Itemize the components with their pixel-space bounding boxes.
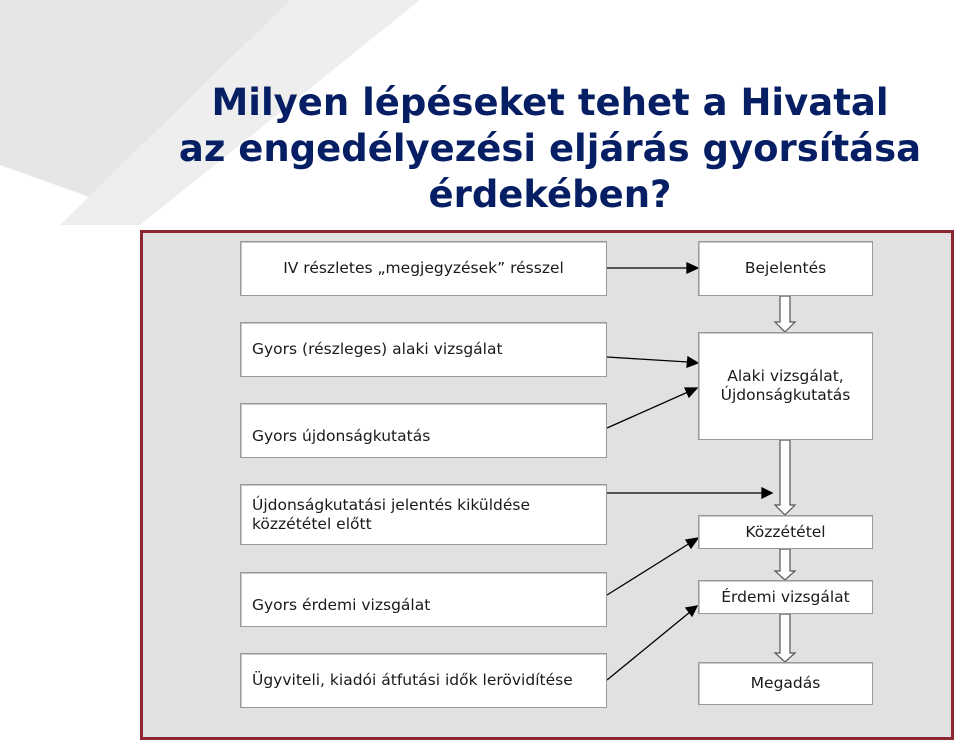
step-fast-formal-check-label: Gyors (részleges) alaki vizsgálat [252, 340, 503, 358]
step-fast-formal-check [240, 322, 607, 377]
stage-substantive-exam-label: Érdemi vizsgálat [721, 587, 850, 606]
step-iv-comments-label: IV részletes „megjegyzések” résszel [283, 259, 564, 277]
stage-publication [698, 515, 873, 549]
step-fast-novelty-search [240, 403, 607, 458]
stage-formal-novelty [698, 332, 873, 440]
stage-substantive-exam [698, 580, 873, 614]
step-fast-novelty-search-label: Gyors újdonságkutatás [252, 427, 431, 445]
stage-formal-novelty-label: Alaki vizsgálat, Újdonságkutatás [720, 367, 851, 404]
stage-grant [698, 662, 873, 705]
step-fast-substantive-exam-label: Gyors érdemi vizsgálat [252, 596, 431, 614]
step-fast-substantive-exam [240, 572, 607, 627]
step-admin-shortening-label: Ügyviteli, kiadói átfutási idők lerövidítése [252, 671, 573, 689]
step-search-report-dispatch [240, 484, 607, 545]
title-line-1: Milyen lépéseket tehet a Hivatal [211, 81, 889, 124]
step-iv-comments [240, 241, 607, 296]
step-admin-shortening [240, 653, 607, 708]
title-line-3: érdekében? [428, 173, 672, 216]
stage-publication-label: Közzététel [745, 522, 826, 541]
title-line-2: az engedélyezési eljárás gyorsítása [178, 127, 922, 170]
stage-filing [698, 241, 873, 296]
stage-filing-label: Bejelentés [744, 259, 827, 277]
stage-grant-label: Megadás [750, 674, 821, 692]
step-search-report-dispatch-label: Újdonságkutatási jelentés kiküldése közzététel előtt [252, 495, 531, 533]
